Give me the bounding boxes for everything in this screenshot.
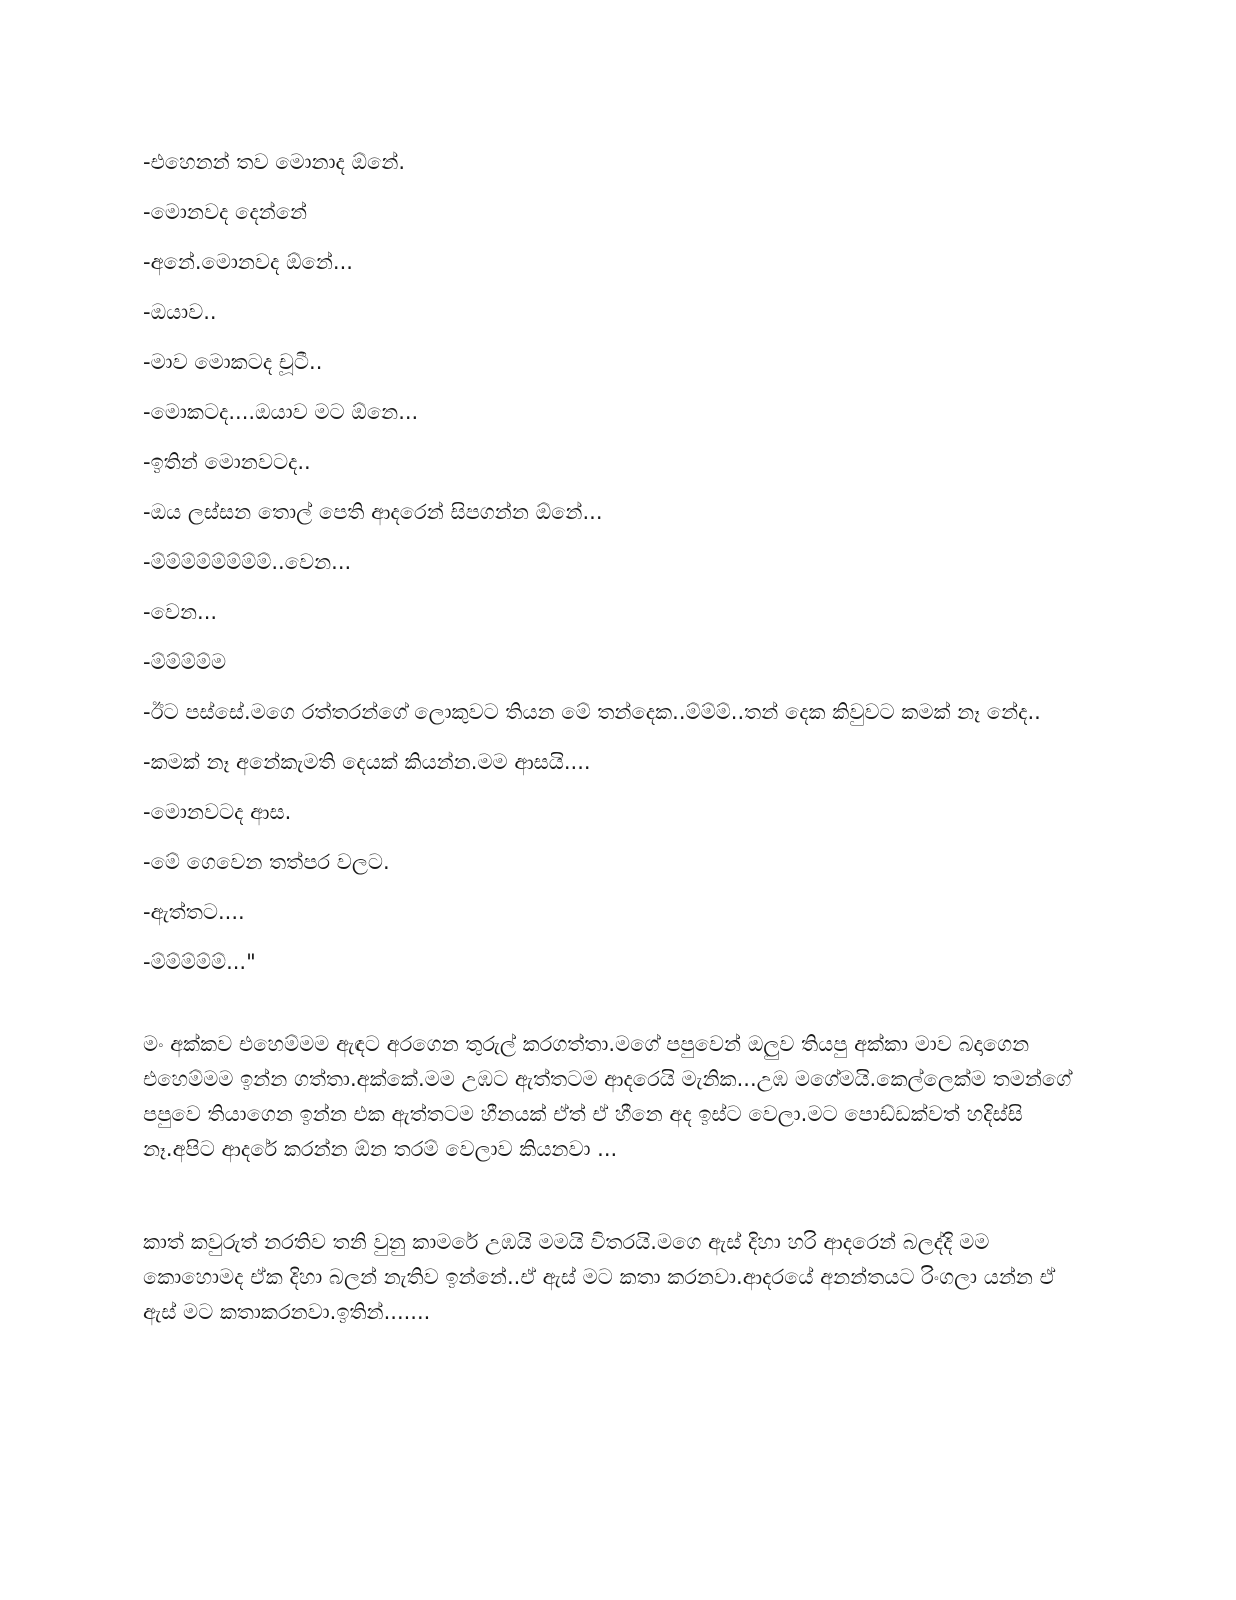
narrative-paragraph: කාත් කවුරුත් නරතිව තනි වුනු කාමරේ උඹයි මමයි විතරයි.මගෙ ඇස් දිහා හරි ආදරෙන් බලද්දි මම කොහොමද ඒක දිහා බලන් නැතිව ඉන්නේ..ඒ ඇස් මට කතා කරනවා.ආදරයේ අනන්තයට රිංගලා යන්න ඒ ඇස් මට කතාකරනවා.ඉතින්.......	[143, 1230, 1056, 1324]
dialogue-list	[143, 145, 1083, 979]
dialogue-line: -ඊට පස්සේ.මගෙ රත්තරන්ගේ ලොකුවට තියන මේ තන්දෙක..ම්ම්ම්..තන් දෙක කිවුවට කමක් නෑ නේද..	[143, 700, 1041, 724]
dialogue-line: -ම්ම්ම්ම්ම	[143, 650, 227, 674]
dialogue-line: -ඔයාව..	[143, 300, 217, 324]
dialogue-line: -ම්ම්ම්ම්ම්..."	[143, 950, 256, 974]
dialogue-line: -එහෙනන් තව මොනාද ඕනේ.	[143, 150, 406, 174]
dialogue-line: -මොනවද දෙන්නේ	[143, 200, 308, 224]
dialogue-line: -මේ ගෙවෙන තත්පර වලට.	[143, 850, 390, 874]
dialogue-line: -ඉතින් මොනවටද..	[143, 450, 311, 474]
dialogue-line: -කමක් නෑ අනේකැමති දෙයක් කියන්න.මම ආසයි....	[143, 750, 591, 774]
dialogue-line: -මොනවටද ආස.	[143, 800, 292, 824]
document-body	[143, 145, 1083, 1330]
dialogue-line: -වෙන...	[143, 600, 218, 624]
dialogue-line: -ඇත්තට....	[143, 900, 245, 924]
dialogue-line: -ම්ම්ම්ම්ම්ම්ම්ම්..වෙන...	[143, 550, 352, 574]
dialogue-line: -ඔය ලස්සන තොල් පෙති ආදරෙන් සිපගන්න ඕනේ...	[143, 500, 603, 524]
narrative-paragraph: මං අක්කව එහෙම්මම ඇඳට අරගෙන තුරුල් කරගත්තා.මගේ පපුවෙන් ඔලුව තියපු අක්කා මාව බදාගෙන එහෙම්මම ඉන්න ගත්තා.අක්කේ.මම උඹට ඇත්තටම ආදරෙයි මැනික...උඹ මගේමයි.කෙල්ලෙක්ම තමන්ගේ පපුවෙ තියාගෙන ඉන්න එක ඇත්තටම හීනයක් ඒත් ඒ හීනෙ අද ඉස්ට වෙලා.මට පොඩ්ඩක්වත් හදිස්සි නෑ.අපිට ආදරේ කරන්න ඕන තරම් වෙලාව කියනවා ...	[143, 1032, 1072, 1161]
dialogue-line: -අනේ.මොනවද ඕනේ...	[143, 250, 353, 274]
dialogue-line: -මාව මොකටද චූටී..	[143, 350, 323, 374]
dialogue-line: -මොකටද....ඔයාව මට ඕනෙ...	[143, 400, 419, 424]
